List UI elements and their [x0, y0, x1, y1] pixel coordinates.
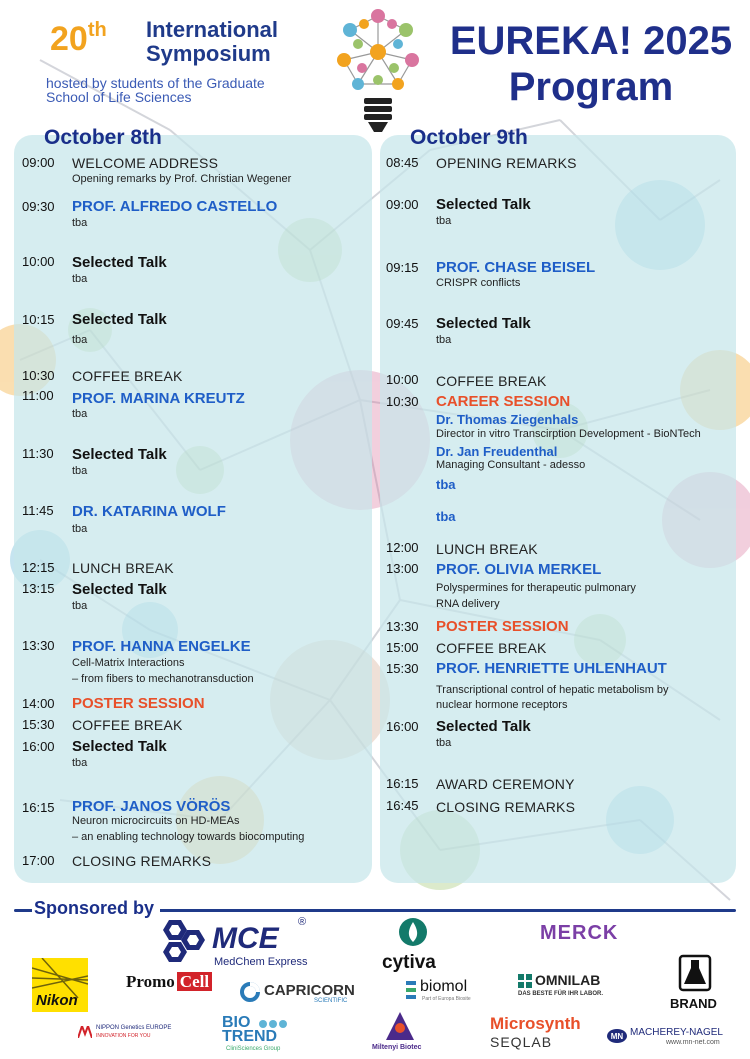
entry-time: 16:00	[22, 739, 55, 754]
biomol-wordmark: biomol	[420, 978, 468, 995]
omnilab-subtitle: DAS BESTE FÜR IHR LABOR.	[518, 991, 604, 997]
entry-time: 09:00	[22, 155, 55, 170]
omnilab-grid-icon	[518, 974, 532, 988]
miltenyi-logo	[368, 1010, 432, 1058]
nippon-mark-icon	[78, 1026, 92, 1038]
biomol-logo	[406, 978, 486, 1004]
entry-title: Selected Talk	[72, 738, 167, 755]
mce-hexagon-icon	[156, 918, 208, 964]
entry-time: 16:15	[386, 776, 419, 791]
entry-title: Selected Talk	[436, 196, 531, 213]
header	[0, 0, 750, 140]
entry-detail-2: – an enabling technology towards biocomputing	[72, 831, 305, 843]
speaker-name: PROF. HENRIETTE UHLENHAUT	[436, 660, 667, 677]
speaker-name: DR. KATARINA WOLF	[72, 503, 226, 520]
capricorn-logo	[240, 980, 370, 1006]
entry-time: 12:00	[386, 540, 419, 555]
entry-time: 10:30	[22, 368, 55, 383]
nippon-wordmark: NIPPON Genetics EUROPE	[96, 1025, 172, 1031]
entry-detail: Polyspermines for therapeutic pulmonary	[436, 582, 636, 594]
entry-title: Selected Talk	[72, 254, 167, 271]
biotrend-wordmark-b: TREND	[222, 1028, 278, 1045]
seqlab-wordmark: SEQLAB	[490, 1034, 553, 1050]
capricorn-subtitle: SCIENTIFIC	[314, 998, 348, 1004]
panelist-name: tba	[436, 477, 456, 492]
entry-time: 13:15	[22, 581, 55, 596]
entry-time: 17:00	[22, 853, 55, 868]
entry-detail-2: RNA delivery	[436, 598, 500, 610]
mce-subtitle: MedChem Express	[214, 956, 308, 968]
entry-detail: tba	[72, 600, 88, 612]
brand-logo	[670, 952, 720, 1012]
entry-detail: tba	[72, 217, 88, 229]
panelist-name: Dr. Thomas Ziegenhals	[436, 412, 579, 427]
promocell-wordmark-a: Promo	[126, 972, 175, 991]
brand-wordmark: BRAND	[670, 996, 717, 1011]
speaker-name: PROF. MARINA KREUTZ	[72, 390, 245, 407]
cytiva-logo	[378, 916, 448, 972]
entry-title: COFFEE BREAK	[72, 368, 183, 384]
omnilab-wordmark: OMNILAB	[535, 972, 601, 988]
microsynth-wordmark: Microsynth	[490, 1014, 581, 1033]
entry-title: POSTER SESSION	[72, 695, 205, 712]
cytiva-wordmark: cytiva	[382, 952, 436, 973]
entry-title: COFFEE BREAK	[436, 373, 547, 389]
entry-time: 08:45	[386, 155, 419, 170]
biotrend-logo	[220, 1014, 300, 1056]
mce-wordmark: MCE	[212, 922, 279, 955]
lightbulb-logo	[328, 2, 428, 136]
entry-title: OPENING REMARKS	[436, 155, 577, 171]
entry-title: Selected Talk	[72, 581, 167, 598]
mce-logo	[156, 916, 310, 966]
nippon-subtitle: INNOVATION FOR YOU	[96, 1033, 151, 1039]
entry-title: CLOSING REMARKS	[436, 799, 576, 815]
mn-wordmark: MACHEREY-NAGEL	[630, 1027, 723, 1038]
entry-time: 16:00	[386, 719, 419, 734]
entry-time: 10:15	[22, 312, 55, 327]
miltenyi-triangle-icon	[384, 1010, 416, 1042]
entry-time: 11:00	[22, 388, 54, 403]
cytiva-drop-icon	[398, 916, 428, 948]
mce-registered: ®	[298, 916, 307, 928]
panelist-role: Managing Consultant - adesso	[436, 459, 586, 471]
entry-title: LUNCH BREAK	[72, 560, 174, 576]
omnilab-logo	[518, 972, 628, 1002]
entry-time: 09:30	[22, 199, 55, 214]
entry-detail: tba	[72, 465, 88, 477]
speaker-name: PROF. HANNA ENGELKE	[72, 638, 251, 655]
entry-time: 15:30	[386, 661, 419, 676]
entry-detail: tba	[72, 334, 88, 346]
entry-detail: tba	[436, 334, 452, 346]
panelist-role: Director in vitro Transcirption Development - BioNTech	[436, 428, 701, 440]
day2-panel	[380, 135, 736, 883]
entry-time: 13:00	[386, 561, 419, 576]
mn-mark-icon	[606, 1028, 628, 1044]
entry-title: Selected Talk	[436, 315, 531, 332]
entry-title: Selected Talk	[436, 718, 531, 735]
entry-time: 16:45	[386, 798, 419, 813]
program-title: EUREKA! 2025 Program	[449, 19, 733, 109]
nikon-logo	[32, 958, 88, 1012]
speaker-name: PROF. ALFREDO CASTELLO	[72, 198, 278, 215]
miltenyi-wordmark: Miltenyi Biotec	[372, 1044, 422, 1051]
entry-time: 10:00	[22, 254, 55, 269]
brand-flask-icon	[678, 952, 712, 992]
macherey-nagel-logo	[606, 1026, 738, 1050]
nippon-genetics-logo	[78, 1024, 208, 1046]
capricorn-wordmark: CAPRICORN	[264, 982, 355, 999]
entry-time: 10:30	[386, 394, 419, 409]
entry-title: Selected Talk	[72, 446, 167, 463]
speaker-name: PROF. CHASE BEISEL	[436, 259, 596, 276]
speaker-name: PROF. JANOS VÖRÖS	[72, 798, 231, 815]
entry-time: 10:00	[386, 372, 419, 387]
entry-time: 16:15	[22, 800, 55, 815]
entry-title: COFFEE BREAK	[72, 717, 183, 733]
svg-text:MN: MN	[610, 1032, 624, 1041]
entry-time: 09:45	[386, 316, 419, 331]
entry-time: 13:30	[386, 619, 419, 634]
promocell-wordmark-b: Cell	[177, 972, 212, 991]
entry-time: 15:00	[386, 640, 419, 655]
biotrend-subtitle: CliniSciences Group	[226, 1046, 281, 1052]
day2-title: October 9th	[410, 126, 528, 149]
merck-logo	[540, 922, 618, 945]
entry-title: COFFEE BREAK	[436, 640, 547, 656]
entry-title: LUNCH BREAK	[436, 541, 538, 557]
entry-time: 11:30	[22, 446, 54, 461]
entry-title: CLOSING REMARKS	[72, 853, 212, 869]
panelist-name: Dr. Jan Freudenthal	[436, 444, 558, 459]
entry-detail: tba	[72, 273, 88, 285]
entry-title: CAREER SESSION	[436, 393, 571, 410]
biotrend-wordmark-a: BIO	[222, 1014, 251, 1031]
entry-time: 11:45	[22, 503, 54, 518]
edition-number: 20th	[50, 19, 107, 58]
entry-time: 09:15	[386, 260, 419, 275]
entry-time: 12:15	[22, 560, 55, 575]
entry-time: 14:00	[22, 696, 55, 711]
entry-detail: tba	[436, 215, 452, 227]
panelist-name: tba	[436, 509, 456, 524]
entry-detail: tba	[72, 523, 88, 535]
nikon-wordmark: Nikon	[36, 992, 78, 1009]
entry-detail: tba	[436, 737, 452, 749]
sponsors-title: Sponsored by	[32, 898, 160, 919]
biomol-subtitle: Part of Europa Biosite	[422, 996, 471, 1002]
microsynth-logo	[490, 1014, 590, 1054]
entry-time: 15:30	[22, 717, 55, 732]
biomol-bars-icon	[406, 981, 416, 999]
hosted-by-text: hosted by students of the Graduate School of Life Sciences	[46, 75, 265, 105]
merck-wordmark: MERCK	[540, 922, 619, 944]
entry-detail-2: nuclear hormone receptors	[436, 699, 568, 711]
entry-title: POSTER SESSION	[436, 618, 569, 635]
entry-detail: CRISPR conflicts	[436, 277, 521, 289]
promocell-logo	[126, 972, 212, 998]
entry-time: 09:00	[386, 197, 419, 212]
entry-detail: Opening remarks by Prof. Christian Wegener	[72, 173, 292, 185]
entry-time: 13:30	[22, 638, 55, 653]
day1-title: October 8th	[44, 126, 162, 149]
entry-detail-2: – from fibers to mechanotransduction	[72, 673, 254, 685]
entry-title: AWARD CEREMONY	[436, 776, 575, 792]
entry-title: WELCOME ADDRESS	[72, 155, 219, 171]
symposium-label: International Symposium	[146, 17, 279, 66]
entry-detail: Transcriptional control of hepatic metabolism by	[436, 684, 669, 696]
speaker-name: PROF. OLIVIA MERKEL	[436, 561, 602, 578]
mn-website: www.mn-net.com	[666, 1039, 720, 1046]
entry-title: Selected Talk	[72, 311, 167, 328]
entry-detail: Neuron microcircuits on HD-MEAs	[72, 815, 240, 827]
entry-detail: tba	[72, 757, 88, 769]
entry-detail: tba	[72, 408, 88, 420]
capricorn-swirl-icon	[240, 982, 260, 1002]
entry-detail: Cell-Matrix Interactions	[72, 657, 185, 669]
